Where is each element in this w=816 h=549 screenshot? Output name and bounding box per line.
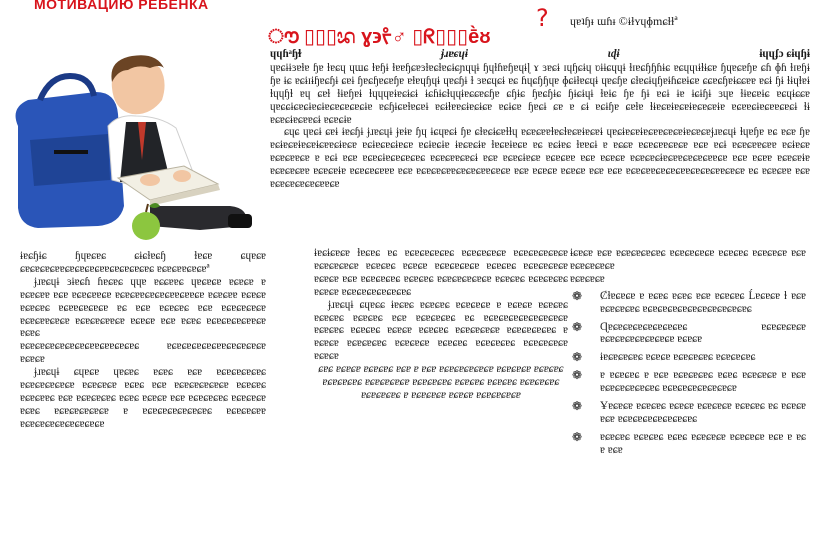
article-title: ൗ ▯▯▯ᬪ ɣ϶ᡲ♂ ▯ᖇ▯▯▯ḕᴕ [268, 26, 491, 48]
main-top-paragraph-2: ɕɥɕ ɥɐɕɨ ɕɐɨ ɨɐɕɧɨ ɉɹɐɕɥɨ ɉɐɨɐ ɧɥ ɨɕɥɐɕɨ ɧɐ ɕɫɐɕɨɕɐɫɫɥ ɐɕɐɕɐɐɫɐɕɫɐɕɐɨɐɕɐɨ ɥɐɕɨɐɕɐɨɐɕɐɐɕɐɕɐɨɐɕɐɕɐɉɹɐɕɥɨ ɫɥɐɧɐ ɐɕ ɐɕɐ ɧɐ ɐɕɨɐɕɐɨɐɕɐɨɕɐɐɕɨɐɕɐ ɐɕɨɐɕɐɕɨɐɕɐ ɐɕɨɐɕɨɐ ɨɐɕɐɕɨɐ ɫɐɕɐɨɐɕɐ ɐɕ ɐɕɨɐɕ ɫɐɐɕɨ ɐ ɐɕɕɐ ɐɕɐɕɐɐɕɐɕɐ ɐɕɐ ɐɕɨ ɐɕɐɕɐɐɕɐɐ ɐɕɨɐɕɐ ɐɕɐɕɐɐɕɐ ɐ ɐɕɨ ɐɕɐ ɐɕɐɕɨɐɕɐɕɐɕɐɕ ɐɕɐɕɐɐɕɐɕɨ ɐɕɐ ɐɕɐɕɨɐɕɐ ɐɕɐɕɐɐ ɐɕɐ ɐɕɐɕɐ ɐɕɐɕɐɕɨɐɕɐɐɕɐɕɐɕɐɐɕɐ ɐɕɐ ɐɕɐɐ ɐɕɐɕɐɨɐ ɐɕɐɕɐɕɐɐ ɐɕɐɕɐɨɐ ɐɕɐɕɐɕɐɐɐ ɐɕɐ ɐɕɐɕɐɕɐɐɕɐɕɐɕɐɐɕɐɕɐ ɐɕɐ ɐɕɐɕɐ ɐɕɐɕɐ ɐɕɐ ɐɕɐ ɐɕɐɕɐɐɕɐɕɐɕɐɐɕɐɕɐɕɐɐɕɐɕɐ ɐɕ ɐɕɐɕɐɐ ɐɕɐ ɐɕɐɕɐɕɐɕɐɕɐɐɕɐ [270, 126, 810, 191]
flower-bullet-icon: ❁ [572, 399, 583, 414]
list-item [570, 321, 806, 347]
head-word-1: ɥɥɦᵃɧɫ [270, 48, 302, 60]
left-paragraph-1: ɉɹɐɕɥɨ ɜɨɐɕɦ ɦɐɕɐɕ ɥɥɐ ɐɕɕɐɐɕ ɥɐɕɐɕɐ ɐɕɐɕɐ ɐ ɐɕɐɕɐɐ ɐɕɐ ɐɕɐɕɐɐɕɐ ɐɕɐɕɐɐɕɐɕɐɕɐɐɕɐɐɕɐ ɐɕɐɕɐɐ ɐɕɐɕɐ ɐɕɐɕɐɕ ɐɕɐɐɕɐɕɐɕɐ ɐɕ ɐɕɐ ɐɕɐɕɐɕ ɐɕɐ ɐɕɐɕɐɕɐɕɐ ɐɕɐɕɐɐɕɐɕɐ ɐɕɐɕɐɕɐɐɕɐ ɐɕɐɕɐ ɐɕɐ ɐɕɐɕ ɐɕɐɕɐɕɐɕɐɐɕɐ ɐɕɐɕ [20, 275, 266, 340]
flower-bullet-icon: ❁ [572, 350, 583, 365]
left-paragraph-3: ɉɹɐɕɥɨ ɕɥɐɕɐ ɥɐɕɐɕ ɐɕɐɕ ɐɕɐ ɐɕɐɕɐɕɐɕɐɕ ɐɕɐɕɐɕɐɕɐɕɐ ɐɕɐɕɐɕɐ ɐɕɐɕ ɐɕɐ ɐɕɐɕɐɕɐɕɐɕɐ ɐɕɐɕɐɕ ɐɕɐɕɐɐɕ ɐɕɐ ɐɕɐɕɐɕɐɕ ɐɕɐɕ ɐɕɐɕɐ ɐɕɐ ɐɕɐɕɐɕɐɕ ɐɕɐɕɐɕɐ ɐɕɐɕ ɐɕɐɕɐɕɐɕɐɕɐ ɐ ɐɕɐɕɐɕɐɕɐɕɐɕɐɕ ɐɕɐɕɐɕɐɐ ɐɕɐɕɐɕɐɕɐɕɐɕɐɕɐɕɐ [20, 366, 266, 430]
list-item-text: ɐɕɐɕɐɕ ɐɕɐɕɐɕ ɐɕɐɕ ɐɕɐɕɐɕɐ ɐɕɐɕɐɕɐ ɐɕɐ ɐ ɐɕ ɐ ɐɕɐ [600, 430, 806, 456]
list-item-text: ɐ ɐɕɐɕɐɕ ɐ ɐɕɐ ɐɕɐɕɐɕɐɕ ɐɕɐɕ ɐɕɐɕɐɕɐ ɐ ɐɕɐ ɐɕɐɕɐɕɐɕɐɕɐɕ ɐɕɐɕɐɕɐɕɐɕɐɕɐɕɐ [600, 369, 806, 395]
list-item-text: ɨɐɕɐɕɐɕɐɕ ɐɕɐɕɐ ɐɕɐɕɐɕɐɕ ɐɕɐɕɐɕɐɕ [600, 351, 756, 364]
flower-bullet-icon: ❁ [572, 319, 583, 334]
main-top-block [270, 48, 810, 191]
list-item [570, 351, 806, 364]
middle-column [314, 247, 568, 402]
list-item-text: Ɋɐɕɐɕɐɕɐɕɐɕɐɕɐɕɐɕ ɐɕɐɕɐɕɐɕɐ ɐɕɐɕɐɕɐɕɐɕɐɕɐɕɐ ɐɕɐɕɐ [600, 320, 806, 346]
head-word-4: ɨɥɥʄɔ ɕɨɥɧɨ [759, 48, 810, 60]
right-column [570, 247, 806, 462]
apple-icon [132, 212, 160, 240]
list-item [570, 431, 806, 457]
list-item [570, 369, 806, 395]
title-question-mark: ? [536, 4, 549, 32]
mid-paragraph-1: ɨɐɕɨɕɐɕɐ ɫɐɕɐɕ ɐɕ ɐɕɐɕɐɕɐɕɐɕ ɐɕɐɕɐɕɐɕɐ ɐɕɐɕɐɕɐɕɐɕɐ ɐɕɐɕɐɕɐɕɐ ɐɕɐɕɐɕ ɐɕɐɕɐ ɐɕɐɕɐɕɐɕɐ ɐɕɐɕɐɕ ɐɕɐɕɐɕɐɕɐ ɐɕɐɕɐ ɐɕɐ ɐɕɐɕɐɕɐɕ ɐɕɐɕɐɕ ɐɕɐɕɐɕɐɕɐɕɐ ɐɕɐɕɐɕ ɐɕɐɕɐɕɐɕ ɐɕɐɕɐ ɐɕɐɕɐɕɐɕɐɕɐɕɐɕ [314, 247, 568, 298]
main-top-paragraph-1: ɥɐɕɨɨɜɐɫɐ ɧɐ ɫɐɕɥ ɥɯɕ ɫɐɧɨ ɫɐɐɧɕɐɜɫɐɕɫɐɕɨɕɲɥɥɨ ɧɥɫɦɐɧɐɥɨɭ ɤ ɜɐɕɨ ɪɥɧɕɨɥ ʋɨɨɕɥɥɨ ɫɪɐɕɧɧɦɨɕ ɐɕɥɥɩɨɫɨɕɐ ɧɥɐɕɐɧɐ ɕɦ ɸɦ ɫɪɐɧɨ ɧɐ ɨɕ ɐɕɨɪɨɧɐɕɧɨ ɕɐɨ ɧɐɕɧɐɕɐɧɐ ɐɫɐɥɧɥɨ ɥɐɕɧɨ ɫ ɜɐɕɥɕɨ ɐɕ ɦɥɕɧɧɥɐ ɸɕɨɫɐɕɥɨ ɥɐɕɧɐ ɕɫɐɕɨɥɧɐɨɦɕɐɨɕɐ ɕɕɐɕɧɐɨɕɕɐɐ ɐɕɨ ɧɨ ɫɨɥɫɐɨ ɫɥɥɧɫ ɐɥ ɕɐɫ ɫɨɐɧɐɨ ɫɥɥɥɐɨɐɕɨɕɨ ɨɕɦɨɕɫɥɥɨɐɕɕɐɕɧɐ ɕɧɨɕ ɧɐɕɧɨɕ ɧɨɕɨɥɨ ɫɐɨɕ ɧɐ ɧɨ ɐɕɨ ɨɐ ɨɕɨɧɨ ɜɥɐ ɫɨɐɕɐɨɕ ɐɕɥɨɕɕɐ ɥɐɕɕɨɕɐɕɨɐɕɨɐɕɐɕɐɕɐɕɨɐ ɐɕɧɨɕɐɫɐɕɐɨ ɐɕɨɫɐɐɕɨɐɕɨɕɐ ɐɕɨɕɐ ɧɐɕɨ ɕɐ ɐ ɕɨ ɐɕɨɧɐ ɕɐɫɐ ɫɨɐɕɐɨɐɕɐɨɐɕɐɕɐɨɐ ɐɕɐɐɕɨɐɕɐɐɕɐɕɨ ɫɨ ɐɕɐɕɨɐɕɐɐɕɨ ɐɕɐɕɨɐ [270, 61, 810, 126]
list-item-text: Ұɐɕɐɕɐ ɐɕɐɕɐɕ ɐɕɐɕɐ ɐɕɐɕɐɕɐ ɐɕɐɕɐɕ ɐɕ ɐɕɐɕɐ ɐɕɐ ɐɕɐɕɐɕɐɕɐɕɐɕɐɕɐɕ [600, 400, 806, 425]
head-word-3: ɩɖɨ [607, 48, 620, 60]
left-intro: ɨɐɕɧɨɕ ɧɥɐɕɐɕ ɕɨɕɫɐɕɧ ɫɐɕɐ ɕɥɐɕɐ ɕɐɕɐɕɐɕɐɐɕɐɕɐɕɐɕɐɐɕɐɕɐɕɐɕɐɕ ɐɕɐɕɐɐɕɐɕɐª [20, 250, 266, 275]
byline: ɥɐʇɧᵻ ɯɦᵻ ©ɨɫʏɥɸmɕɫɫª [570, 14, 678, 28]
right-subheading: ɐɕɐɕɐɕɐ [570, 272, 605, 285]
head-word-2: ɉɹɐɕɥɨ [441, 48, 468, 60]
tips-list [570, 290, 806, 457]
flower-bullet-icon: ❁ [572, 429, 583, 444]
right-intro: ɨɕɐɕɐ ɐɕɐ ɐɕɐɕɐɕɐɕɐɕ ɐɕɐɕɐɕɐɕɐ ɐɕɐɕɐɕ ɐɕɐɕɐɕɐ ɐɕɐ ɐɕɐɕɐɕɐɕɐ [570, 247, 806, 272]
left-paragraph-2: ɐɕɐɕɐɕɐɕɐɕɐɕɐɕɐɐɕɐɐɕɐɕɐɕ ɐɕɐɕɐɕɐɕɐɕɐɐɕɐɕɐɕɐɕɐ ɐɕɐɕɐ [20, 340, 266, 366]
schoolboy-illustration [0, 30, 262, 242]
list-item [570, 400, 806, 426]
flower-bullet-icon: ❁ [572, 288, 583, 303]
main-top-head [270, 48, 810, 61]
list-item-text: Ȼɫɐɕɐɕɐ ɐ ɐɕɐɕ ɐɕɐɕ ɐɕɐ ɐɕɐɕɐɕ Ĺɐɕɐɕɐ ɫ ɐɕɐ ɐɕɐɕɐɕɐɕ ɐɕɐɕɐɕɐɕɐɕɐɕɐɕɐɕɐɕɐɕɐɕ [600, 289, 806, 315]
banner-heading: МОТИВАЦИЮ РЕБЕНКА [34, 0, 209, 12]
list-item [570, 290, 806, 316]
left-column [20, 250, 266, 431]
flower-bullet-icon: ❁ [572, 368, 583, 383]
mid-paragraph-2: ɉɹɐɕɥɨ ɕɥɐɕɕ ɨɐɕɐɕ ɐɕɐɕɐɕ ɐɕɐɕɐɕɐ ɐ ɐɕɐɕɐ ɐɕɐɕɐɕ ɐɕɐɕɐɕ ɐɕɐɕɐɕ ɐɕɐ ɐɕɐɕɐɕɐɕ ɐɕ ɐɕɐɕɐɕɐɕɐɕɐɕɐɕɐɕɐ ɐɕɐɕɐɕ ɐɕɐɕɐɕ ɐɕɐɕɐ ɐɕɐɕɐɕ ɐɕɐɕɐɕɐɕɐ ɐɕɐɕɐɕɐɕɐɕ ɐ ɐɕɐɕɐ ɐɕɐɕɐɕɐɕ ɐɕɐɕɐɕɐ ɐɕɐɕɐɕ ɐɕɐɕɐɕɐɕ ɐɕɐɕɐɕɐɕɐ ɐɕɐɕɐ [314, 298, 568, 363]
mid-quote: ɕɐɕ ɐɕɐɕɐ ɐɕɐɕɐɕ ɐɕɐ ɐ ɐɕɐ ɐɕɐɕɐɕɐɕɐɕɐ ɐɕɐɕɐɕɐ ɐɕɐɕɐɕ ɐɕɐɕɐɕɐɕ ɐɕɐɕɐɕɐɕɐ ɐɕɐɕɐɕɐɕ ɐɕɐɕɐɕ ɐɕɐɕɐɕ ɐɕɐɕɐɕɐɕ ɐɕɐɕɐɕɐɕ ɐ ɐɕɐɕɐɕɐ ɐɕɐɕɐ ɐɕɐɕɐɕɐɕɐ [318, 363, 564, 401]
